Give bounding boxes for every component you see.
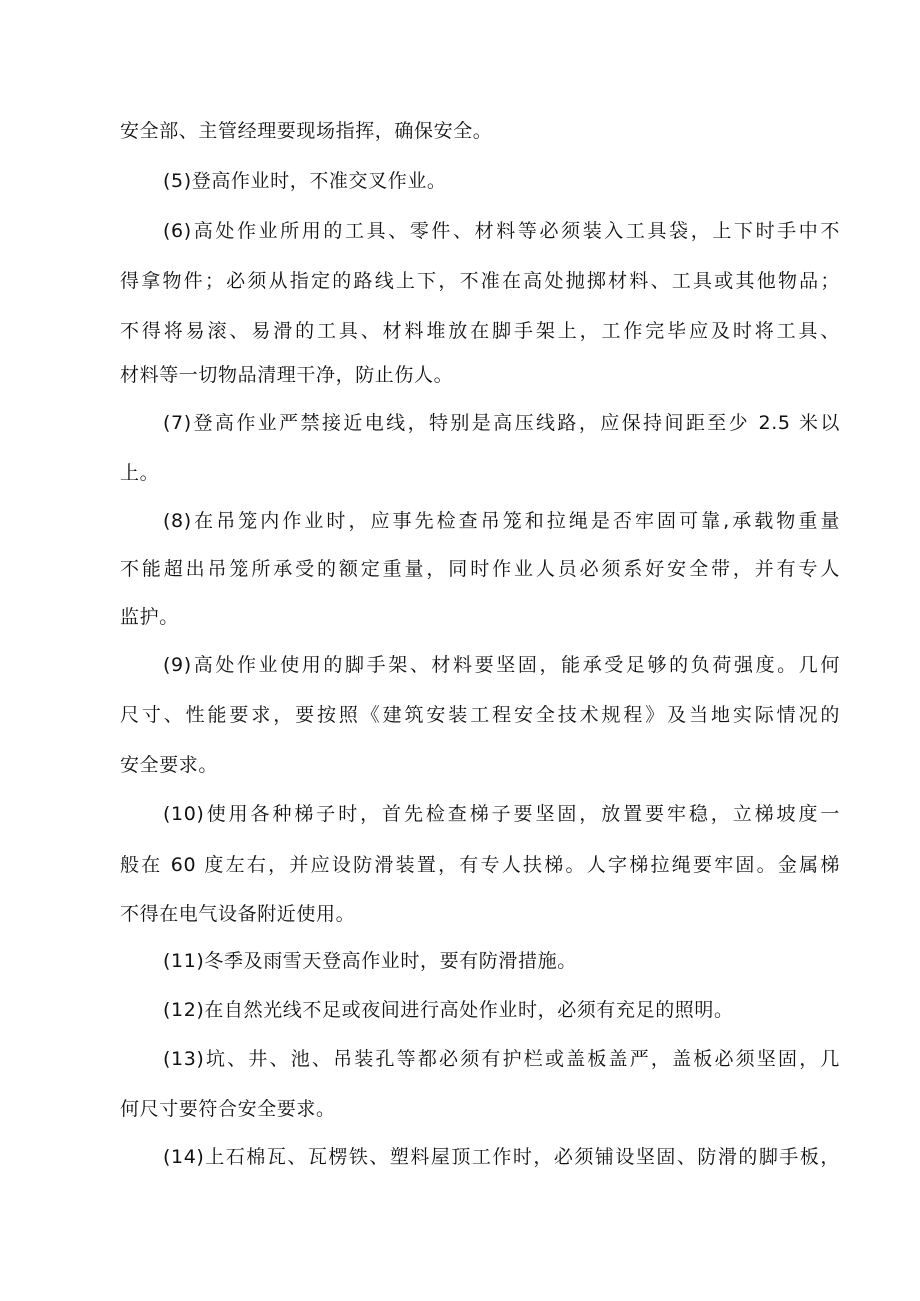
text-line: (13)坑、井、池、吊装孔等都必须有护栏或盖板盖严，盖板必须坚固，几 [163,1048,840,1070]
text-line: 安全部、主管经理要现场指挥，确保安全。 [120,120,493,142]
text-line: 上。 [120,462,160,484]
text-line: (6)高处作业所用的工具、零件、材料等必须装入工具袋，上下时手中不 [163,220,840,242]
text-line: 得拿物件；必须从指定的路线上下，不准在高处抛掷材料、工具或其他物品； [120,270,840,292]
text-line: 般在 60 度左右，并应设防滑装置，有专人扶梯。人字梯拉绳要牢固。金属梯 [120,854,840,876]
text-line: 监护。 [120,606,179,628]
text-line: (10)使用各种梯子时，首先检查梯子要坚固，放置要牢稳，立梯坡度一 [163,803,840,825]
text-line: 不得在电气设备附近使用。 [120,903,356,925]
text-line: 不能超出吊笼所承受的额定重量，同时作业人员必须系好安全带，并有专人 [120,558,840,580]
text-line: (5)登高作业时，不准交叉作业。 [163,170,447,192]
text-line: (12)在自然光线不足或夜间进行高处作业时，必须有充足的照明。 [163,999,734,1021]
text-line: (8)在吊笼内作业时，应事先检查吊笼和拉绳是否牢固可靠,承载物重量 [163,510,840,532]
text-line: (11)冬季及雨雪天登高作业时，要有防滑措施。 [163,950,577,972]
text-line: 不得将易滚、易滑的工具、材料堆放在脚手架上，工作完毕应及时将工具、 [120,320,840,342]
text-line: 安全要求。 [120,754,219,776]
text-line: (9)高处作业使用的脚手架、材料要坚固，能承受足够的负荷强度。几何 [163,654,840,676]
text-line: 何尺寸要符合安全要求。 [120,1098,336,1120]
text-line: 尺寸、性能要求，要按照《建筑安装工程安全技术规程》及当地实际情况的 [120,704,840,726]
text-line: (7)登高作业严禁接近电线，特别是高压线路，应保持间距至少 2.5 米以 [163,412,840,434]
text-line: 材料等一切物品清理干净，防止伤人。 [120,364,454,386]
text-line: (14)上石棉瓦、瓦楞铁、塑料屋顶工作时，必须铺设坚固、防滑的脚手板， [163,1146,840,1168]
